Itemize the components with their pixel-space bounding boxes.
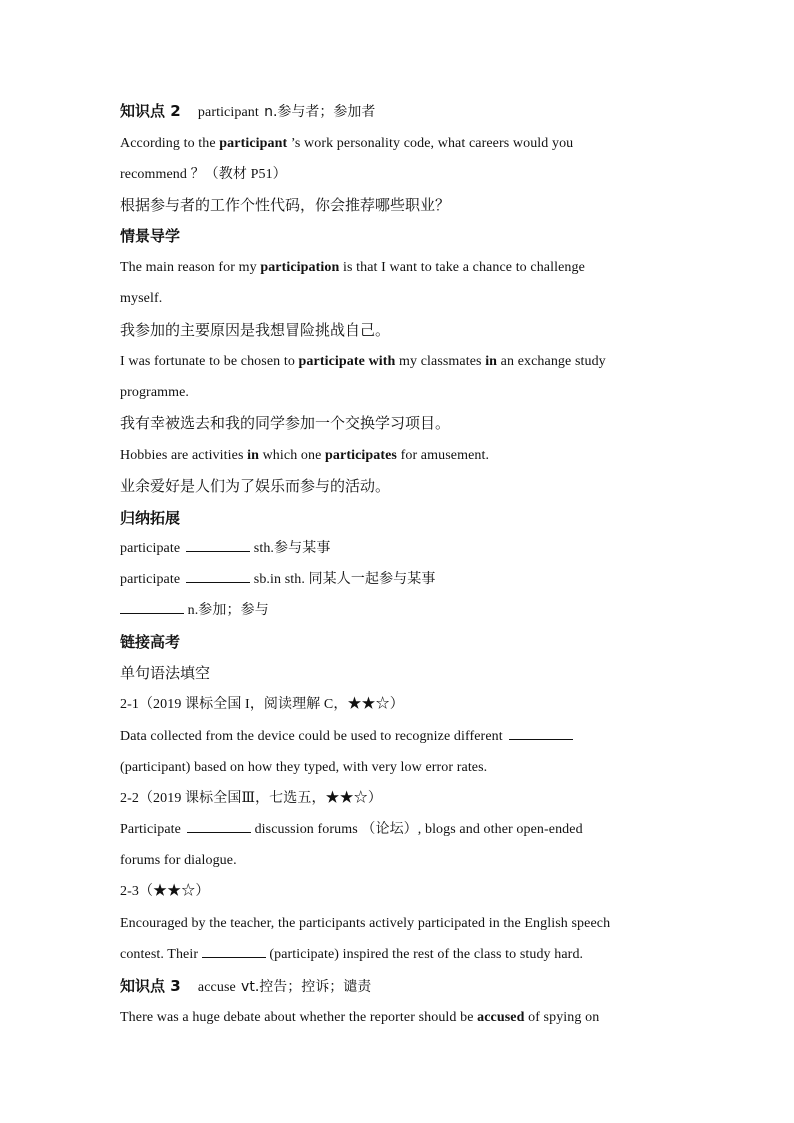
example3-line1: There was a huge debate about whether the reporter should be accused of spying on: [120, 1010, 600, 1025]
kp2-word: participant: [197, 105, 259, 120]
question-2-2-line1: Participate discussion forums （论坛）, blogs and other open-ended: [120, 822, 583, 837]
blank: [186, 539, 250, 552]
question-2-2-label: 2-2（2019 课标全国Ⅲ，七选五，★★☆）: [120, 791, 382, 806]
question-2-3-line1: Encouraged by the teacher, the participants actively participated in the English speech: [120, 916, 611, 931]
scene2-translation: 我有幸被选去和我的同学参加一个交换学习项目。: [120, 414, 451, 432]
blank: [120, 601, 184, 614]
scene1-line1: The main reason for my participation is that I want to take a chance to challenge: [120, 260, 585, 275]
blank: [509, 727, 573, 740]
knowledge-point-3: [120, 976, 371, 998]
question-2-1-label: 2-1（2019 课标全国 I，阅读理解 C，★★☆）: [120, 697, 404, 712]
scene3-line1: Hobbies are activities in which one participates for amusement.: [120, 448, 490, 463]
question-2-2-line2: forums for dialogue.: [120, 853, 237, 868]
example1-line1: According to the participant ’s work personality code, what careers would you: [120, 136, 574, 151]
blank: [202, 945, 266, 958]
knowledge-point-2: [120, 101, 375, 123]
scene2-line1: I was fortunate to be chosen to participate with my classmates in an exchange study: [120, 354, 606, 369]
blank: [187, 820, 251, 833]
example1-line2: recommend ？（教材 P51）: [120, 167, 287, 182]
kp3-word: accuse: [197, 980, 236, 995]
example1-translation: 根据参与者的工作个性代码，你会推荐哪些职业？: [120, 196, 451, 214]
summary-item-2: participate sb.in sth. 同某人一起参与某事: [120, 572, 436, 587]
kp2-meaning: n.参与者；参加者: [264, 104, 376, 120]
question-2-1-line2: (participant) based on how they typed, with very low error rates.: [120, 760, 488, 775]
scene1-translation: 我参加的主要原因是我想冒险挑战自己。: [120, 321, 391, 339]
kp3-title: 知识点 3: [120, 977, 181, 995]
question-2-1-line1: Data collected from the device could be used to recognize different: [120, 727, 573, 747]
kp3-meaning: vt.控告；控诉；谴责: [241, 979, 372, 995]
sub-title: 单句语法填空: [120, 664, 211, 682]
scene2-line2: programme.: [120, 385, 190, 400]
section-summary-title: 归纳拓展: [120, 509, 181, 527]
section-link-title: 链接高考: [120, 633, 181, 651]
section-scene-title: 情景导学: [120, 227, 181, 245]
blank: [186, 570, 250, 583]
question-2-3-line2: contest. Their (participate) inspired the rest of the class to study hard.: [120, 947, 584, 962]
question-2-3-label: 2-3（★★☆）: [120, 884, 210, 899]
kp2-title: 知识点 2: [120, 102, 181, 120]
summary-item-3: n.参加；参与: [120, 601, 269, 621]
scene1-line2: myself.: [120, 291, 163, 306]
summary-item-1: participate sth.参与某事: [120, 541, 331, 556]
scene3-translation: 业余爱好是人们为了娱乐而参与的活动。: [120, 477, 391, 495]
